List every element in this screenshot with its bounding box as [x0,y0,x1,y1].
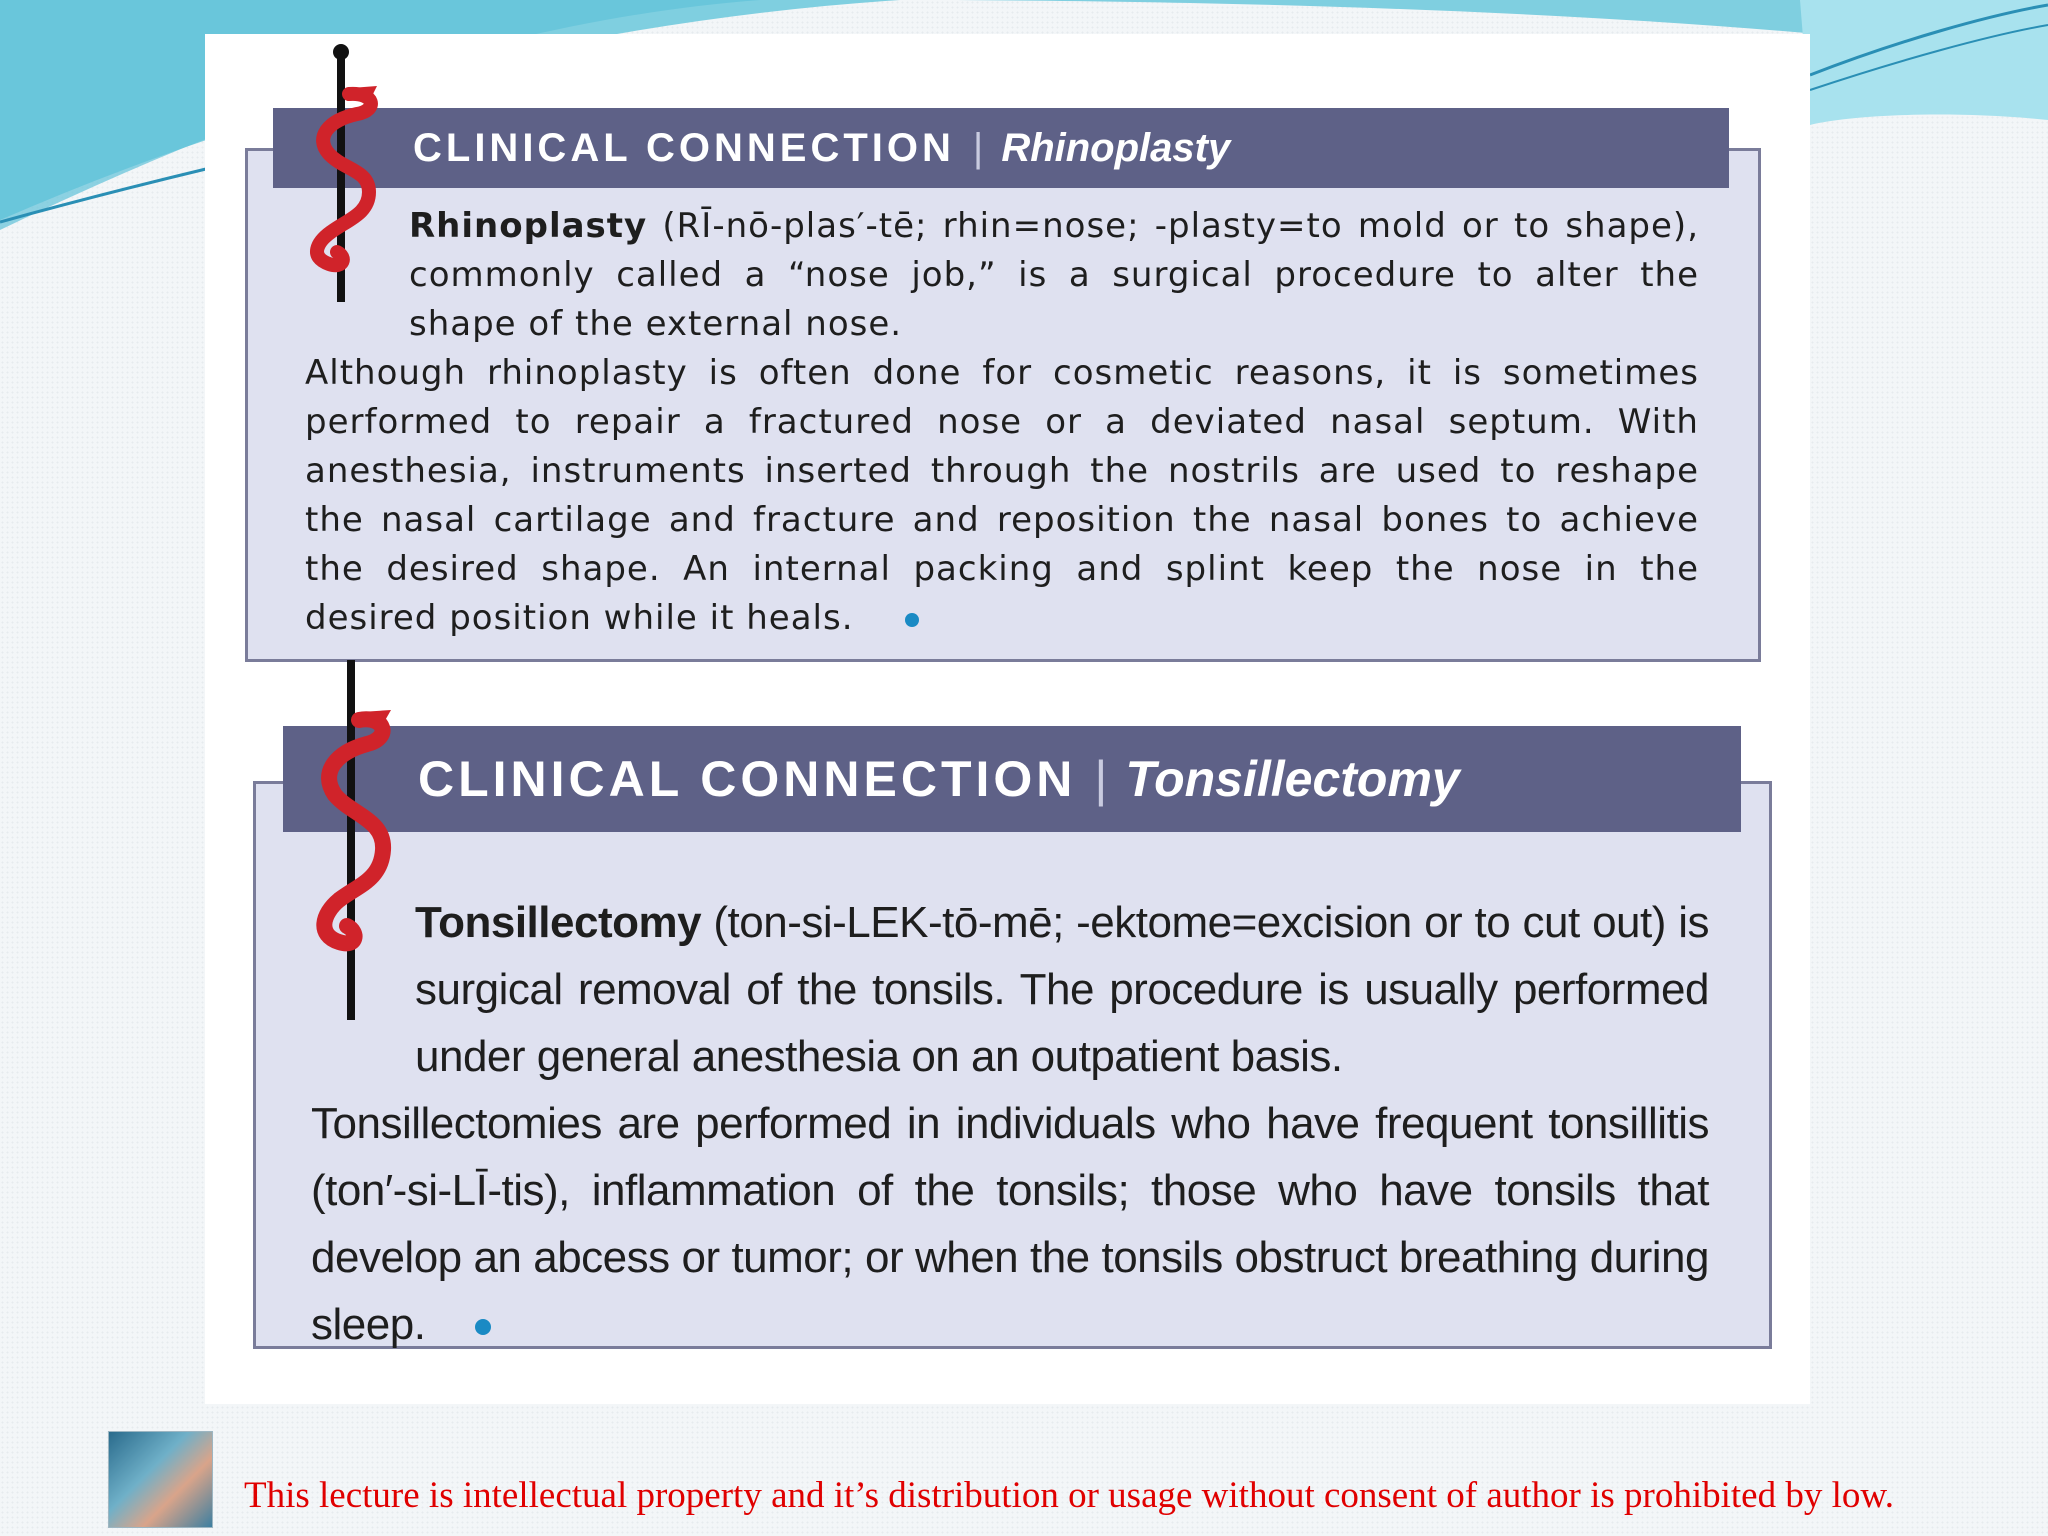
banner-topic: Tonsillectomy [1125,751,1460,807]
rhinoplasty-banner [273,108,1729,188]
anatomy-head-thumbnail [108,1431,213,1528]
end-mark-icon [475,1319,491,1335]
definition: (RĪ-nō-plas′-tē; rhin=nose; -plasty=to mold or to shape), commonly called a “nose job,” is a surgical procedure to alter the shape of the external nose. [409,206,1699,344]
banner-label: CLINICAL CONNECTION [418,751,1077,807]
body-paragraph: Although rhinoplasty is often done for cosmetic reasons, it is sometimes performed to repair a fractured nose or a deviated nasal septum. With anesthesia, instruments inserted through the nostrils are used to reshape the nasal cartilage and fracture and reposition the nasal bones to achieve the desired shape. An internal packing and splint keep the nose in the desired position while it heals. [305,353,1699,638]
clinical-connection-figure [205,34,1810,1404]
banner-topic: Rhinoplasty [1001,125,1231,170]
copyright-notice: This lecture is intellectual property and it’s distribution or usage without consent of author is prohibited by low. [244,1475,1894,1516]
banner-label: CLINICAL CONNECTION [413,125,955,170]
end-mark-icon [905,613,919,627]
rhinoplasty-text [305,202,1699,643]
tonsillectomy-text [311,889,1709,1358]
body-paragraph: Tonsillectomies are performed in individuals who have frequent tonsillitis (ton′-si-LĪ-tis), inflammation of the tonsils; those who have tonsils that develop an abcess or tumor; or when the tonsils obstruct breathing during sleep. [311,1099,1709,1349]
tonsillectomy-banner [283,726,1741,832]
term: Rhinoplasty [409,206,648,246]
banner-separator: | [972,125,984,170]
banner-separator: | [1094,751,1108,807]
definition: (ton-si-LEK-tō-mē; -ektome=excision or to cut out) is surgical removal of the tonsils. The procedure is usually performed under general anesthesia on an outpatient basis. [415,898,1709,1081]
term: Tonsillectomy [415,898,702,947]
